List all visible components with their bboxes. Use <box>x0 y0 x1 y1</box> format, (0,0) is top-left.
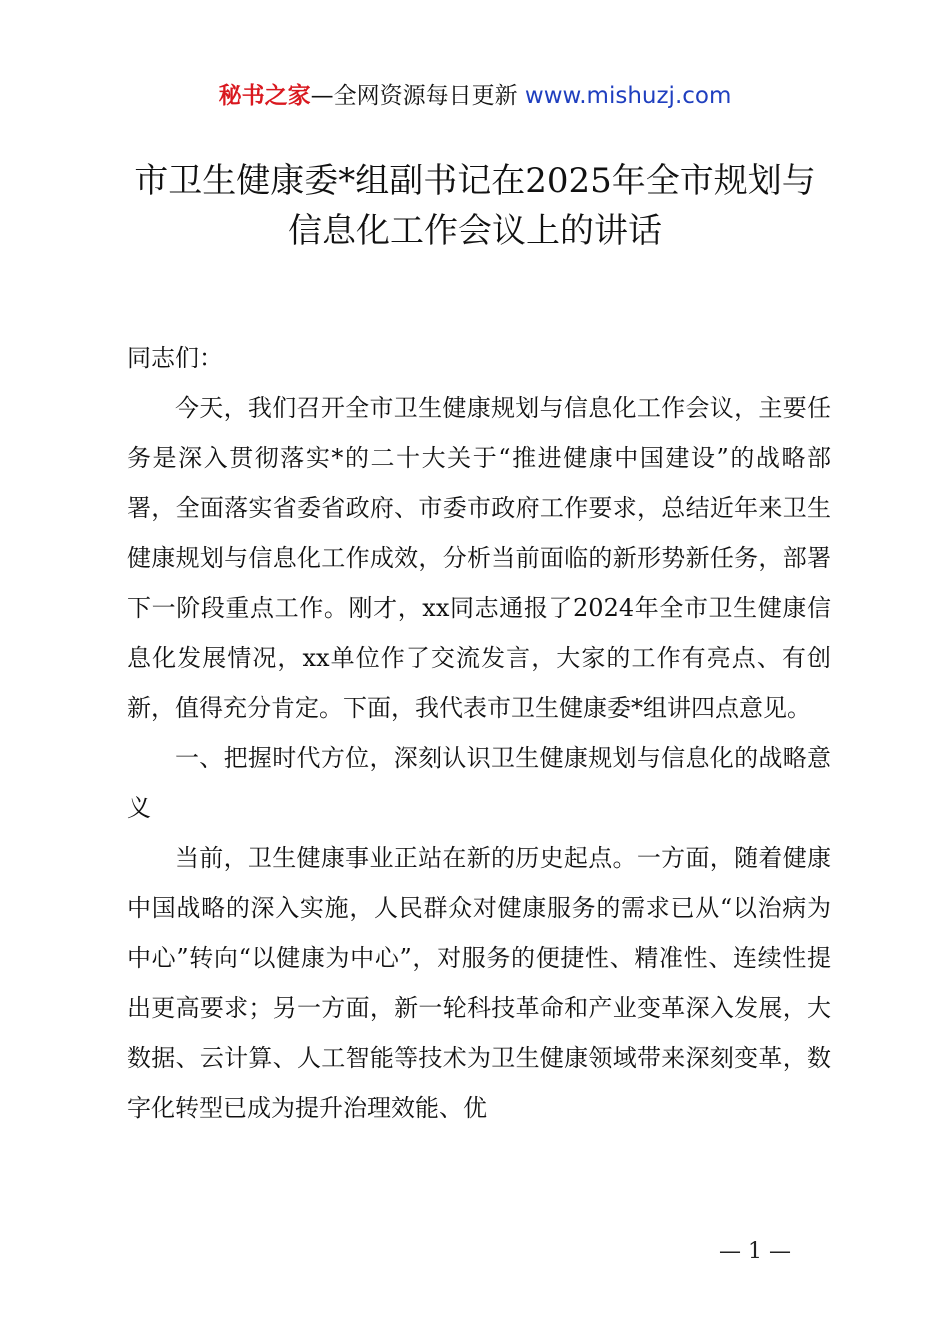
title-line-1: 市卫生健康委*组副书记在2025年全市规划与 <box>134 161 816 201</box>
body-paragraph: 当前，卫生健康事业正站在新的历史起点。一方面，随着健康中国战略的深入实施，人民群众对健康服务的需求已从“以治病为中心”转向“以健康为中心”，对服务的便捷性、精准性、连续性提出更高要求；另一方面，新一轮科技革命和产业变革深入发展，大数据、云计算、人工智能等技术为卫生健康领域带来深刻变革，数字化转型已成为提升治理效能、优 <box>127 844 831 1122</box>
site-url[interactable]: www.mishuzj.com <box>524 83 732 109</box>
header-slogan: —全网资源每日更新 <box>310 83 525 109</box>
document-title <box>100 156 850 256</box>
brand-name: 秘书之家 <box>218 83 311 109</box>
body-paragraph: 今天，我们召开全市卫生健康规划与信息化工作会议，主要任务是深入贯彻落实*的二十大关于“推进健康中国建设”的战略部署，全面落实省委省政府、市委市政府工作要求，总结近年来卫生健康规划与信息化工作成效，分析当前面临的新形势新任务，部署下一阶段重点工作。刚才，xx同志通报了2024年全市卫生健康信息化发展情况，xx单位作了交流发言，大家的工作有亮点、有创新，值得充分肯定。下面，我代表市卫生健康委*组讲四点意见。 <box>127 394 831 722</box>
document-body <box>127 333 831 1133</box>
page-number: — 1 — <box>719 1239 791 1264</box>
title-line-2: 信息化工作会议上的讲话 <box>288 211 662 251</box>
site-header <box>0 80 950 112</box>
section-heading: 一、把握时代方位，深刻认识卫生健康规划与信息化的战略意义 <box>127 744 831 822</box>
salutation: 同志们： <box>127 344 223 372</box>
